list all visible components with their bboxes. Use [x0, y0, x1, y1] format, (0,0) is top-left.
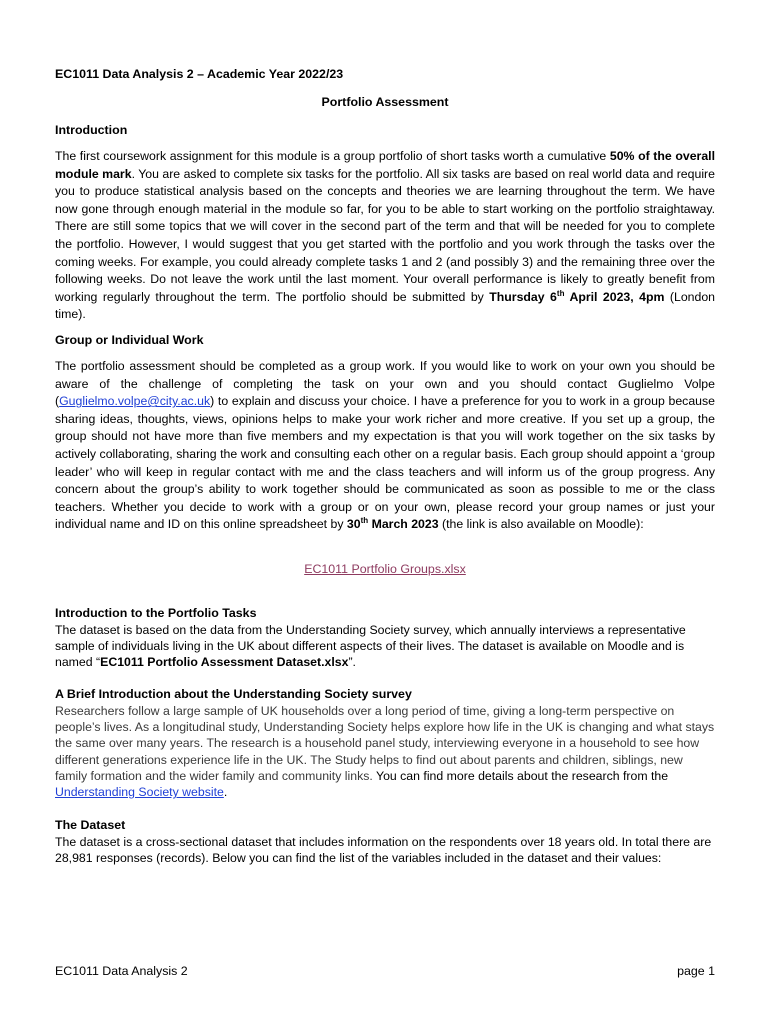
tasks-intro-heading: Introduction to the Portfolio Tasks — [55, 606, 257, 620]
deadline-month: April 2023 — [564, 289, 631, 304]
survey-text-1: Researchers follow a large sample of UK households over a long period of time, giving a long-term perspective on people’s lives. As a longitudinal study, Understanding Society helps explore how life in the UK is changing and what stays the same over many years. The research is a household panel study, interviewing everyone in a household to see how different generations experience life in the UK. The Study helps to find out about parents and children, siblings, new family formation and the wider family and community links. — [55, 704, 715, 783]
footer-page-number: page 1 — [677, 964, 715, 978]
portfolio-groups-file[interactable]: EC1011 Portfolio Groups.xlsx — [304, 562, 466, 576]
tasks-intro-text-2: ”. — [348, 655, 356, 670]
introduction-heading: Introduction — [55, 123, 128, 137]
survey-text-3: . — [223, 785, 228, 800]
registration-month: March 2023 — [368, 517, 439, 532]
group-paragraph — [55, 358, 715, 534]
group-text-2: ) to explain and discuss your choice. I have a preference for you to work in a group because sharing ideas, thoughts, views, opinions helps to make your work richer and more creative. If you set up a group, the group should not have more than five members and my expectation is that you will work together on the six tasks by actively collaborating, sharing the work and consulting each other on a regular basis. Each group should appoint a ‘group leader’ who will keep in regular contact with me and the class teachers and will inform us of the group progress. Any concern about the group’s ability to work together should be communicated as soon as possible to me or the class teachers. Whether you decide to work with a group or on your own, please record your group names or just your individual name and ID on this online spreadsheet by — [55, 394, 715, 532]
group-text-1: The portfolio assessment should be completed as a group work. If you would like to work on your own you should be aware of the challenge of completing the task on your own and you should contact Guglielmo Volpe ( — [55, 359, 715, 409]
introduction-text-1: The first coursework assignment for this module is a group portfolio of short tasks worth a cumulative — [55, 149, 610, 163]
registration-date — [347, 517, 439, 531]
group-text-3: (the link is also available on Moodle): — [438, 517, 644, 532]
dataset-filename: EC1011 Portfolio Assessment Dataset.xlsx — [100, 655, 349, 670]
introduction-text-3: (London time). — [55, 289, 716, 322]
introduction-bold-mark: 50% of the overall module mark — [55, 149, 716, 181]
survey-paragraph — [55, 703, 715, 800]
document-title: EC1011 Data Analysis 2 – Academic Year 2022/23 — [55, 67, 344, 81]
survey-heading: A Brief Introduction about the Understanding Society survey — [55, 687, 412, 701]
group-heading: Group or Individual Work — [55, 333, 204, 347]
document-subtitle: Portfolio Assessment — [321, 95, 449, 109]
registration-day: 30 — [346, 517, 361, 532]
registration-sup: th — [360, 516, 369, 526]
understanding-society-link[interactable]: Understanding Society website — [55, 785, 224, 800]
dataset-heading: The Dataset — [55, 818, 126, 832]
tasks-intro-paragraph — [55, 622, 715, 671]
portfolio-groups-link — [55, 562, 715, 576]
dataset-paragraph: The dataset is a cross-sectional dataset that includes information on the respondents over 18 years old. In total there are 28,981 responses (records). Below you can find the list of the variables included in the dataset and their values: — [55, 835, 712, 866]
introduction-paragraph — [55, 148, 715, 324]
deadline-time: , 4pm — [630, 289, 665, 304]
email-link[interactable]: Guglielmo.volpe@city.ac.uk — [59, 394, 211, 409]
deadline-sup: th — [556, 288, 565, 298]
deadline — [489, 290, 664, 304]
footer-course: EC1011 Data Analysis 2 — [55, 964, 188, 978]
introduction-text-2: . You are asked to complete six tasks for the portfolio. All six tasks are based on real world data and require you to produce statistical analysis based on the concepts and theories we are learning throughout the term. We have now gone through enough material in the module so far, for you to be able to start working on the portfolio straightaway. There are still some topics that we will cover in the second part of the term and that will be needed for you to complete the portfolio. However, I would suggest that you get started with the portfolio and you work through the tasks over the coming weeks. For example, you could already complete tasks 1 and 2 (and possibly 3) and the remaining three over the following weeks. Do not leave the work until the last moment. Your overall performance is likely to greatly benefit from working regularly throughout the term. The portfolio should be submitted by — [55, 166, 715, 304]
survey-text-2: You can find more details about the research from the — [372, 768, 669, 783]
tasks-intro-text-1: The dataset is based on the data from the Understanding Society survey, which annually interviews a representative sample of individuals living in the UK about different aspects of their lives. The dataset is available on Moodle and is named “ — [55, 623, 686, 670]
deadline-day: Thursday 6 — [489, 289, 557, 304]
